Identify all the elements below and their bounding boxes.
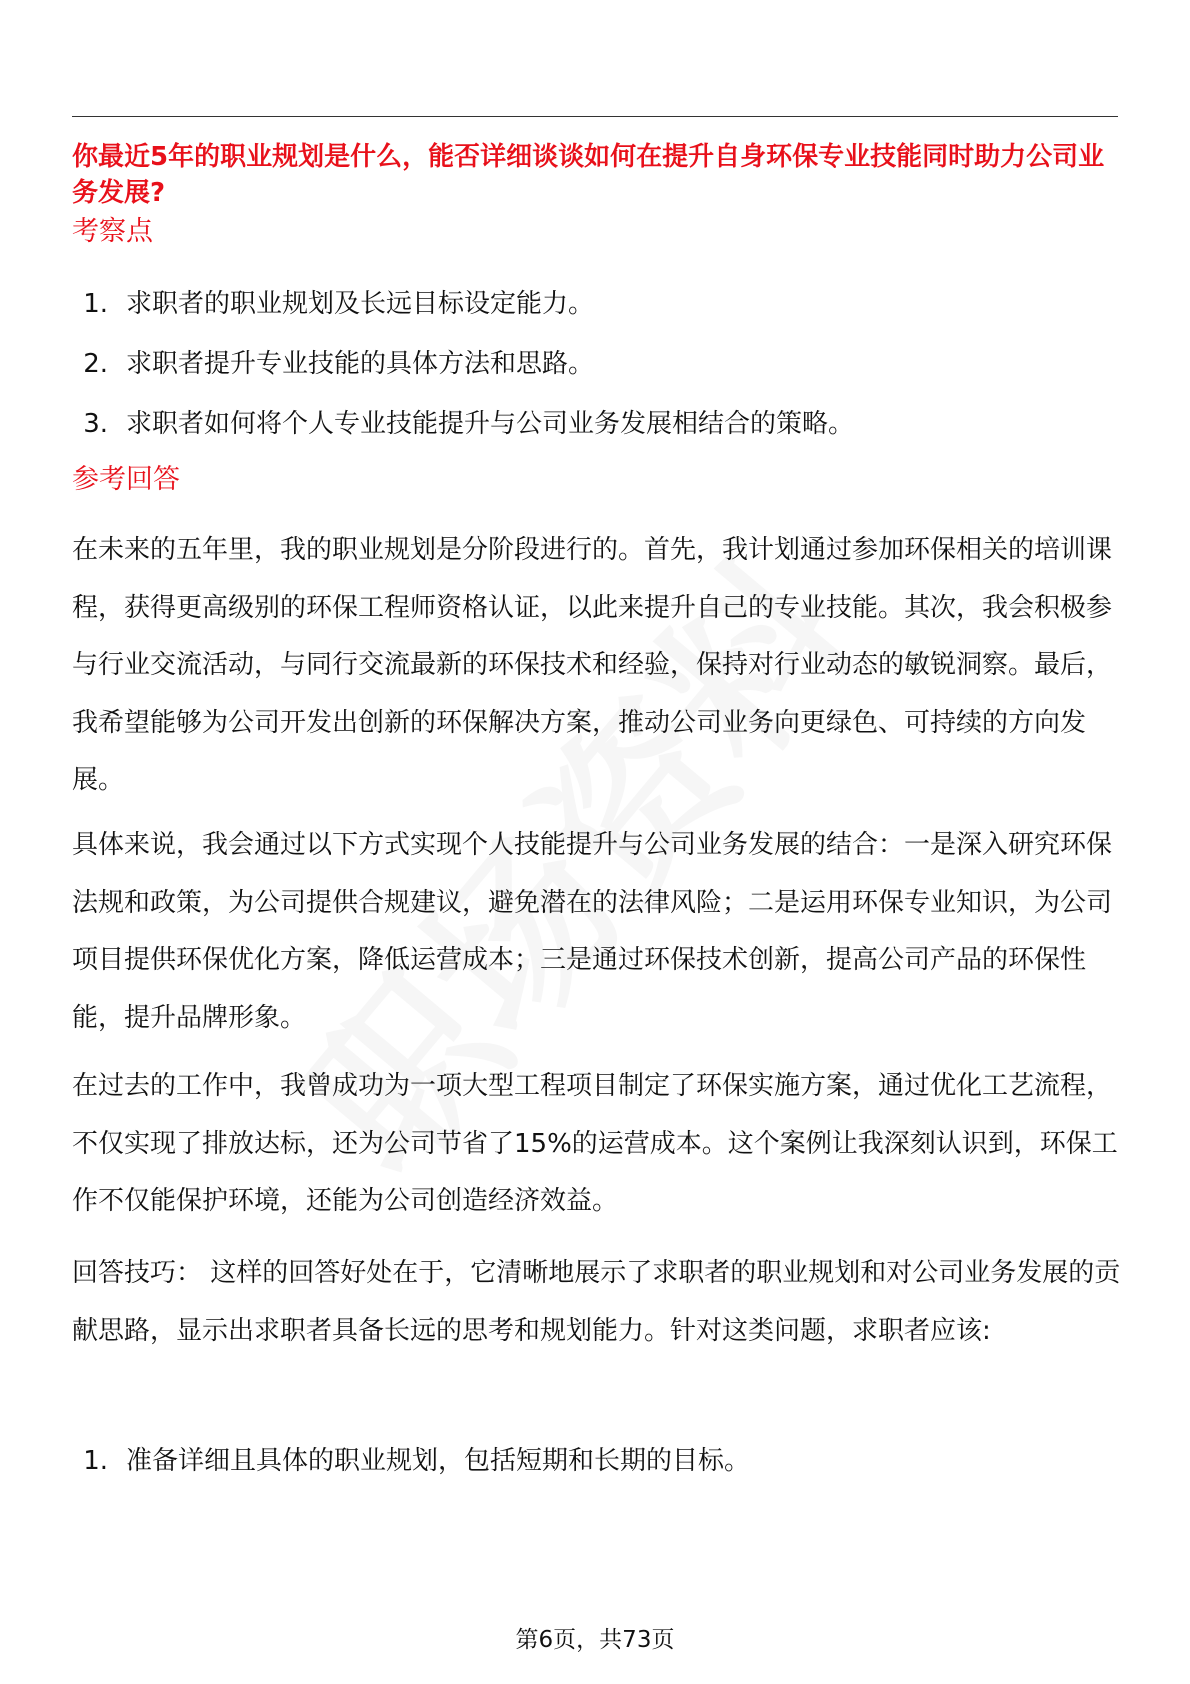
tips-list — [72, 1443, 750, 1503]
list-item: 3. 求职者如何将个人专业技能提升与公司业务发展相结合的策略。 — [83, 409, 855, 439]
focus-heading: 考察点 — [72, 216, 153, 247]
answer-paragraph-1: 在未来的五年里，我的职业规划是分阶段进行的。首先，我计划通过参加环保相关的培训课程，获得更高级别的环保工程师资格认证，以此来提升自己的专业技能。其次，我会积极参与行业交流活动，与同行交流最新的环保技术和经验，保持对行业动态的敏锐洞察。最后，我希望能够为公司开发出创新的环保解决方案，推动公司业务向更绿色、可持续的方向发展。 — [72, 535, 1113, 795]
list-item: 1. 准备详细且具体的职业规划，包括短期和长期的目标。 — [83, 1446, 751, 1476]
question-title: 你最近5年的职业规划是什么，能否详细谈谈如何在提升自身环保专业技能同时助力公司业务发展? — [72, 142, 1105, 208]
focus-list — [72, 286, 854, 466]
answer-paragraph-3: 在过去的工作中，我曾成功为一项大型工程项目制定了环保实施方案，通过优化工艺流程，不仅实现了排放达标，还为公司节省了15%的运营成本。这个案例让我深刻认识到，环保工作不仅能保护环境，还能为公司创造经济效益。 — [72, 1071, 1118, 1216]
page-number: 第6页，共73页 — [515, 1627, 675, 1653]
answer-tips-paragraph: 回答技巧： 这样的回答好处在于，它清晰地展示了求职者的职业规划和对公司业务发展的贡献思路，显示出求职者具备长远的思考和规划能力。针对这类问题，求职者应该: — [72, 1258, 1121, 1346]
answer-heading: 参考回答 — [72, 464, 180, 495]
answer-paragraph-2: 具体来说，我会通过以下方式实现个人技能提升与公司业务发展的结合：一是深入研究环保法规和政策，为公司提供合规建议，避免潜在的法律风险；二是运用环保专业知识，为公司项目提供环保优化方案，降低运营成本；三是通过环保技术创新，提高公司产品的环保性能，提升品牌形象。 — [72, 830, 1113, 1033]
list-item: 2. 求职者提升专业技能的具体方法和思路。 — [83, 349, 595, 379]
top-divider — [72, 116, 1118, 117]
list-item: 1. 求职者的职业规划及长远目标设定能力。 — [83, 289, 595, 319]
